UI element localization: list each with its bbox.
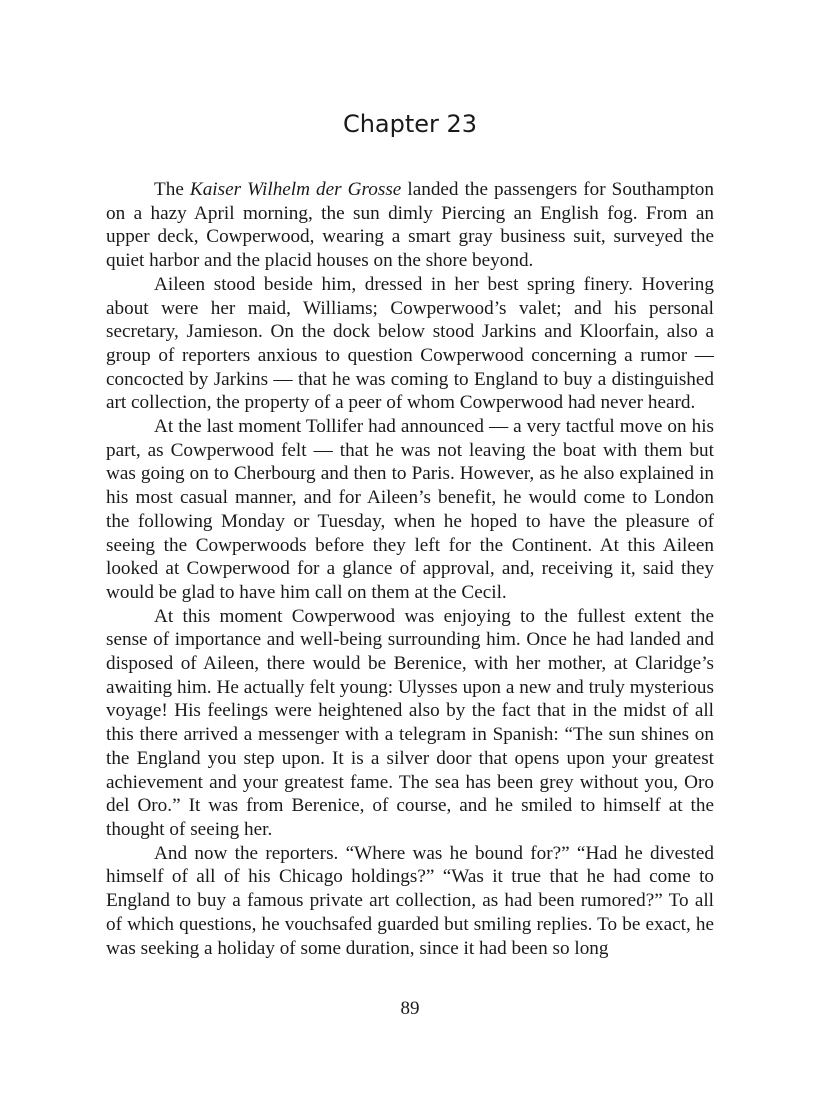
- paragraph-1-lead: The: [154, 179, 190, 200]
- paragraph-1: [106, 178, 714, 273]
- paragraph-5: And now the reporters. “Where was he bound for?” “Had he divested himself of all of his Chicago holdings?” “Was it true that he had come to England to buy a famous private art collection, as had been rumored?” To all of which questions, he vouchsafed guarded but smiling replies. To be exact, he was seeking a holiday of some duration, since it had been so long: [106, 842, 714, 959]
- chapter-body: [106, 178, 714, 960]
- paragraph-1-rest: landed the passengers for Southampton on a hazy April morning, the sun dimly Piercing an English fog. From an upper deck, Cowperwood, wearing a smart gray business suit, surveyed the quiet harbor and the placid houses on the shore beyond.: [106, 179, 714, 272]
- page-number: 89: [400, 998, 420, 1019]
- paragraph-4: At this moment Cowperwood was enjoying to the fullest extent the sense of importance and well-being surrounding him. Once he had landed and disposed of Aileen, there would be Berenice, with her mother, at Claridge’s awaiting him. He actually felt young: Ulysses upon a new and truly mysterious voyage! His feelings were heightened also by the fact that in the midst of all this there arrived a messenger with a telegram in Spanish: “The sun shines on the England you step upon. It is a silver door that opens upon your greatest achievement and your greatest fame. The sea has been grey without you, Oro del Oro.” It was from Berenice, of course, and he smiled to himself at the thought of seeing her.: [106, 605, 714, 840]
- paragraph-2: Aileen stood beside him, dressed in her best spring finery. Hovering about were her maid, Williams; Cowperwood’s valet; and his personal secretary, Jamieson. On the dock below stood Jarkins and Kloorfain, also a group of reporters anxious to question Cowperwood concerning a rumor — concocted by Jarkins — that he was coming to England to buy a distinguished art collection, the property of a peer of whom Cowperwood had never heard.: [106, 273, 714, 414]
- paragraph-3: At the last moment Tollifer had announced — a very tactful move on his part, as Cowperwood felt — that he was not leaving the boat with them but was going on to Cherbourg and then to Paris. However, as he also explained in his most casual manner, and for Aileen’s benefit, he would come to London the following Monday or Tuesday, when he hoped to have the pleasure of seeing the Cowperwoods before they left for the Continent. At this Aileen looked at Cowperwood for a glance of approval, and, receiving it, said they would be glad to have him call on them at the Cecil.: [106, 416, 714, 603]
- ship-name: Kaiser Wilhelm der Grosse: [189, 179, 402, 200]
- chapter-title: Chapter 23: [342, 110, 478, 138]
